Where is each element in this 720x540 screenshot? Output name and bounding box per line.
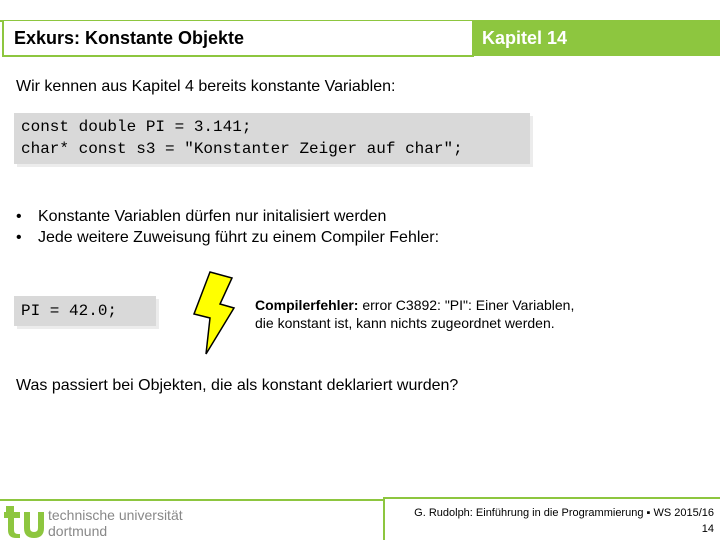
university-name	[48, 507, 183, 539]
error-label: Compilerfehler:	[255, 297, 359, 313]
bullet-dot: •	[16, 229, 22, 246]
assignment-code: PI = 42.0;	[21, 302, 118, 320]
error-message: error C3892: "PI": Einer Variablen,	[358, 297, 575, 313]
university-line-1: technische universität	[48, 507, 183, 523]
tu-logo	[4, 504, 44, 538]
page-number: 14	[701, 523, 714, 535]
chapter-label: Kapitel 14	[482, 28, 568, 48]
bullet-item	[16, 227, 439, 248]
code-line-1: const double PI = 3.141;	[21, 118, 252, 136]
bullet-list	[16, 206, 439, 248]
bullet-text: Jede weitere Zuweisung führt zu einem Compiler Fehler:	[38, 229, 440, 246]
code-line-2: char* const s3 = "Konstanter Zeiger auf char";	[21, 140, 463, 158]
intro-text: Wir kennen aus Kapitel 4 bereits konstante Variablen:	[16, 78, 396, 95]
bullet-text: Konstante Variablen dürfen nur initalisiert werden	[38, 208, 387, 225]
bullet-item	[16, 206, 439, 227]
slide-title: Exkurs: Konstante Objekte	[14, 28, 245, 48]
error-message-cont: die konstant ist, kann nichts zugeordnet werden.	[255, 315, 555, 331]
question-text: Was passiert bei Objekten, die als konstant deklariert wurden?	[16, 377, 459, 394]
lightning-icon	[188, 270, 236, 356]
compiler-error	[255, 296, 574, 332]
bullet-dot: •	[16, 208, 22, 225]
footer-credit	[414, 505, 714, 537]
credit-text: G. Rudolph: Einführung in die Programmierung ▪ WS 2015/16	[414, 507, 714, 519]
university-line-2: dortmund	[48, 523, 108, 539]
